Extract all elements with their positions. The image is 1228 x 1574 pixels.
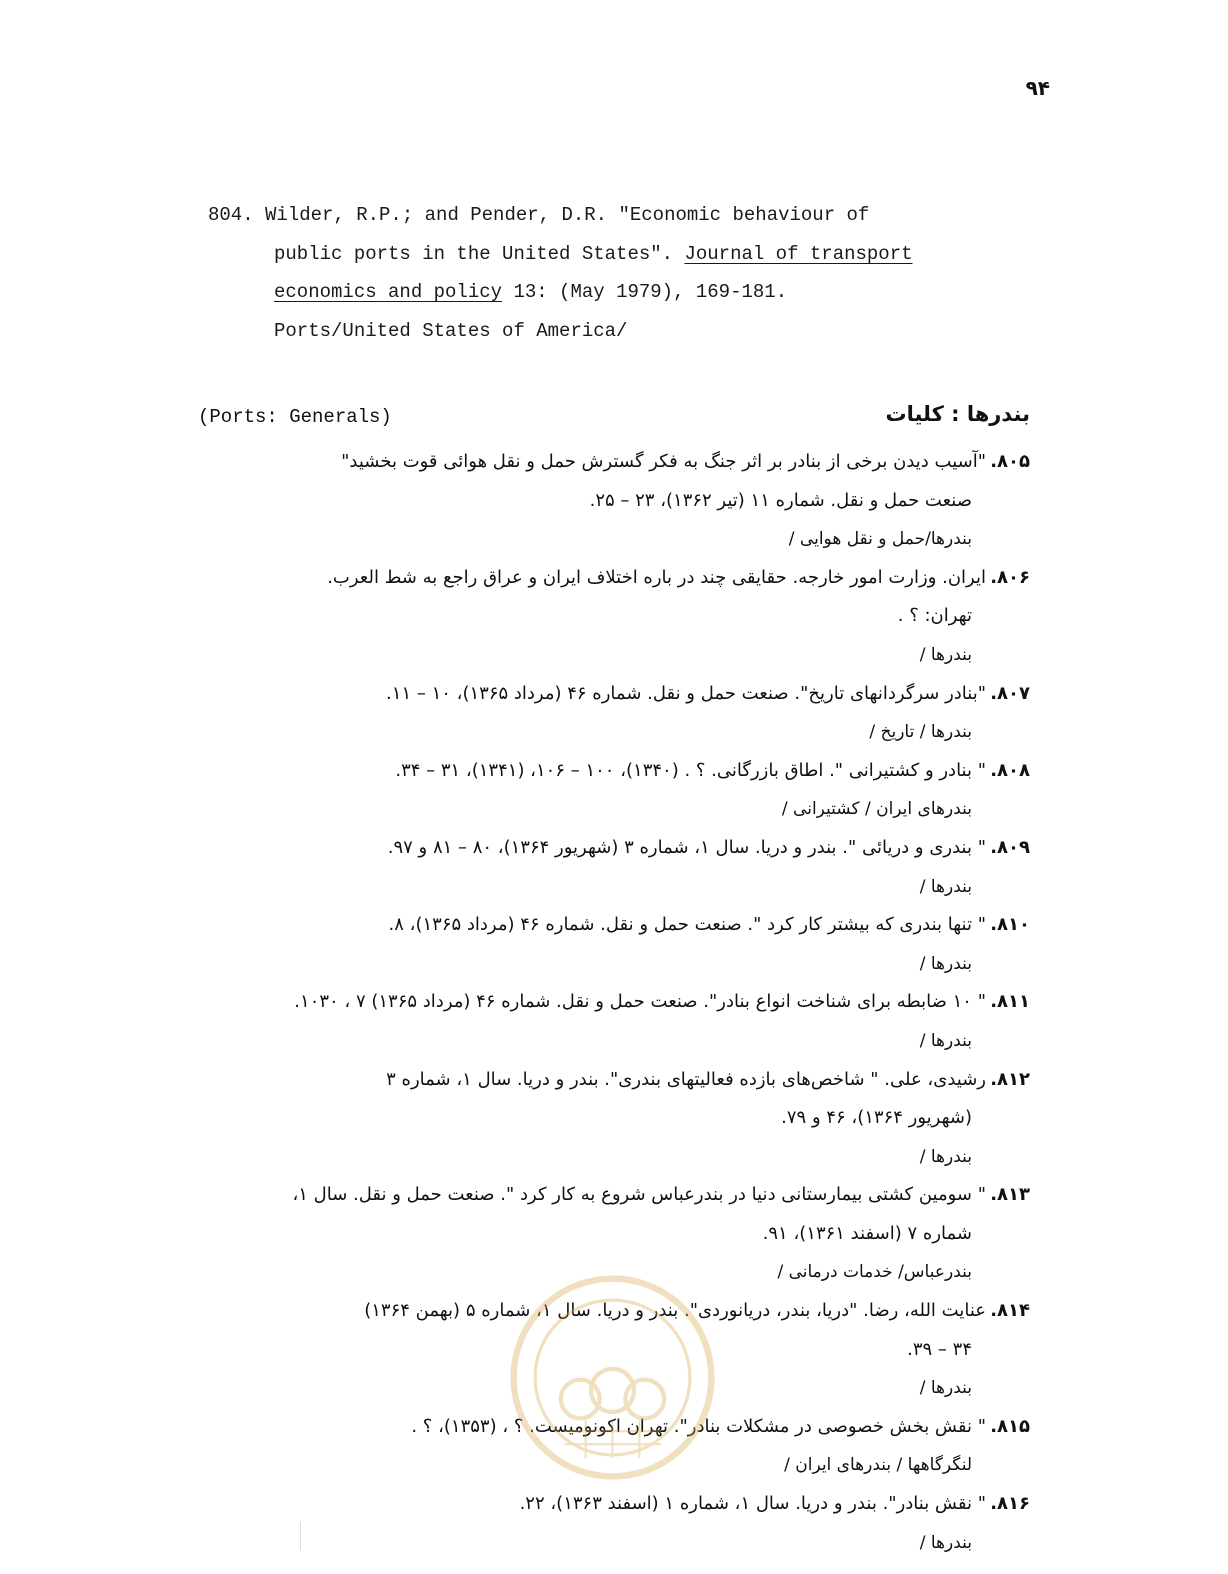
entry-number: ۸۰۹. <box>990 836 1030 858</box>
bibliography-entry <box>190 559 1030 675</box>
entry-first-line <box>190 1061 1030 1100</box>
entry-keywords: بندرها / <box>919 644 972 665</box>
entry-804-line-2 <box>208 235 1008 274</box>
english-bibliography-entry <box>208 196 1008 350</box>
entry-number: ۸۰۸. <box>990 759 1030 781</box>
bibliography-entry <box>190 1176 1030 1292</box>
entry-804-line-1: 804. Wilder, R.P.; and Pender, D.R. "Economic behaviour of <box>208 204 870 226</box>
bibliography-entry <box>190 1061 1030 1177</box>
entry-number: ۸۱۱. <box>990 991 1030 1013</box>
bibliography-entry <box>190 983 1030 1060</box>
entry-text: " بندری و دریائی ". بندر و دریا. سال ۱، شماره ۳ (شهریور ۱۳۶۴)، ۸۰ – ۸۱ و ۹۷. <box>387 836 986 858</box>
bibliography-entry <box>190 675 1030 752</box>
entry-text: " بنادر و کشتیرانی ". اطاق بازرگانی. ؟ . (۱۳۴۰)، ۱۰۰ – ۱۰۶، (۱۳۴۱)، ۳۱ – ۳۴. <box>395 759 986 781</box>
entry-number: ۸۰۵. <box>990 451 1030 472</box>
entry-first-line <box>190 1485 1030 1524</box>
entry-keywords: بندرها / <box>919 1030 972 1051</box>
bibliography-entry <box>190 829 1030 906</box>
entry-keywords: بندرها / <box>919 953 972 974</box>
journal-title-cont: economics and policy <box>274 281 503 303</box>
journal-title: Journal of transport <box>684 242 913 265</box>
entry-text: (شهریور ۱۳۶۴)، ۴۶ و ۷۹. <box>781 1107 972 1129</box>
entry-keywords: بندرها / تاریخ / <box>869 722 972 743</box>
bibliography-entry <box>190 1292 1030 1408</box>
entry-keywords: بندرعباس/ خدمات درمانی / <box>777 1262 972 1283</box>
entry-first-line <box>190 675 1030 714</box>
bibliography-entry <box>190 906 1030 983</box>
bibliography-entry <box>190 752 1030 829</box>
entry-keywords: بندرهای ایران / کشتیرانی / <box>781 799 972 820</box>
entry-continuation-line <box>190 597 1030 636</box>
bibliography-entry <box>190 1485 1030 1562</box>
section-heading-english: (Ports: Generals) <box>198 406 392 428</box>
entry-text: " ۱۰ ضابطه برای شناخت انواع بنادر". صنعت حمل و نقل. شماره ۴۶ (مرداد ۱۳۶۵) ۷ ، ۱۰۳۰. <box>294 991 986 1013</box>
entry-keywords: بندرها / <box>919 1378 972 1399</box>
entry-text: صنعت حمل و نقل. شماره ۱۱ (تیر ۱۳۶۲)، ۲۳ – ۲۵. <box>589 489 972 511</box>
entry-first-line <box>190 906 1030 945</box>
entry-first-line <box>190 983 1030 1022</box>
entry-number: ۸۱۵. <box>990 1415 1030 1437</box>
entry-text: " سومین کشتی بیمارستانی دنیا در بندرعباس شروع به کار کرد ". صنعت حمل و نقل. سال ۱، <box>292 1184 986 1206</box>
entry-number: ۸۰۶. <box>990 566 1030 588</box>
entry-text: شماره ۷ (اسفند ۱۳۶۱)، ۹۱. <box>762 1222 972 1244</box>
entry-number: ۸۱۶. <box>990 1493 1030 1515</box>
entry-keywords: بندرها/حمل و نقل هوایی / <box>788 529 972 550</box>
entry-first-line <box>190 752 1030 791</box>
entry-804-keywords: Ports/United States of America/ <box>274 319 628 342</box>
scan-mark <box>300 1522 301 1550</box>
entry-text: " نقش بنادر". بندر و دریا. سال ۱، شماره ۱ (اسفند ۱۳۶۳)، ۲۲. <box>519 1493 986 1515</box>
entry-text: ۳۴ – ۳۹. <box>907 1338 972 1360</box>
entry-text: " تنها بندری که بیشتر کار کرد ". صنعت حمل و نقل. شماره ۴۶ (مرداد ۱۳۶۵)، ۸. <box>388 914 986 936</box>
entry-number: ۸۱۳. <box>990 1184 1030 1206</box>
entry-text: تهران: ؟ . <box>897 605 972 627</box>
entry-continuation-line <box>190 1099 1030 1138</box>
entry-first-line <box>190 1408 1030 1447</box>
entry-continuation-line <box>190 1331 1030 1370</box>
entry-first-line <box>190 443 1030 482</box>
entry-first-line <box>190 829 1030 868</box>
entry-number: ۸۰۷. <box>990 682 1030 704</box>
entry-text: "آسیب دیدن برخی از بنادر بر اثر جنگ به فکر گسترش حمل و نقل هوائی قوت بخشید" <box>341 451 986 472</box>
entry-keywords: لنگرگاهها / بندرهای ایران / <box>784 1455 972 1476</box>
entry-text: رشیدی، علی. " شاخص‌های بازده فعالیتهای بندری". بندر و دریا. سال ۱، شماره ۳ <box>386 1068 986 1090</box>
entry-text: " نقش بخش خصوصی در مشکلات بنادر". تهران اکونومیست. ؟ ، (۱۳۵۳)، ؟ . <box>411 1415 986 1437</box>
entry-804-citation: 13: (May 1979), 169-181. <box>502 281 788 303</box>
entry-continuation-line <box>190 1215 1030 1254</box>
page-number: ۹۴ <box>1025 76 1050 100</box>
section-heading-persian: بندرها : کلیات <box>885 402 1030 426</box>
entry-first-line <box>190 1176 1030 1215</box>
entry-continuation-line <box>190 482 1030 521</box>
entry-804-line-3 <box>208 273 1008 312</box>
persian-entry-list <box>190 443 1030 1562</box>
entry-number: ۸۱۴. <box>990 1300 1030 1322</box>
entry-first-line <box>190 1292 1030 1331</box>
entry-text: "بنادر سرگردانهای تاریخ". صنعت حمل و نقل. شماره ۴۶ (مرداد ۱۳۶۵)، ۱۰ – ۱۱. <box>386 682 986 704</box>
entry-804-text: public ports in the United States". <box>274 242 685 265</box>
entry-number: ۸۱۲. <box>990 1068 1030 1090</box>
entry-number: ۸۱۰. <box>990 914 1030 936</box>
entry-keywords: بندرها / <box>919 1532 972 1553</box>
entry-text: ایران. وزارت امور خارجه. حقایقی چند در باره اختلاف ایران و عراق راجع به شط العرب. <box>327 566 986 588</box>
entry-first-line <box>190 559 1030 598</box>
entry-keywords: بندرها / <box>919 876 972 897</box>
entry-keywords: بندرها / <box>919 1146 972 1167</box>
bibliography-entry <box>190 1408 1030 1485</box>
bibliography-entry <box>190 443 1030 559</box>
entry-text: عنایت الله، رضا. "دریا، بندر، دریانوردی". بندر و دریا. سال ۱، شماره ۵ (بهمن ۱۳۶۴) <box>364 1300 986 1322</box>
